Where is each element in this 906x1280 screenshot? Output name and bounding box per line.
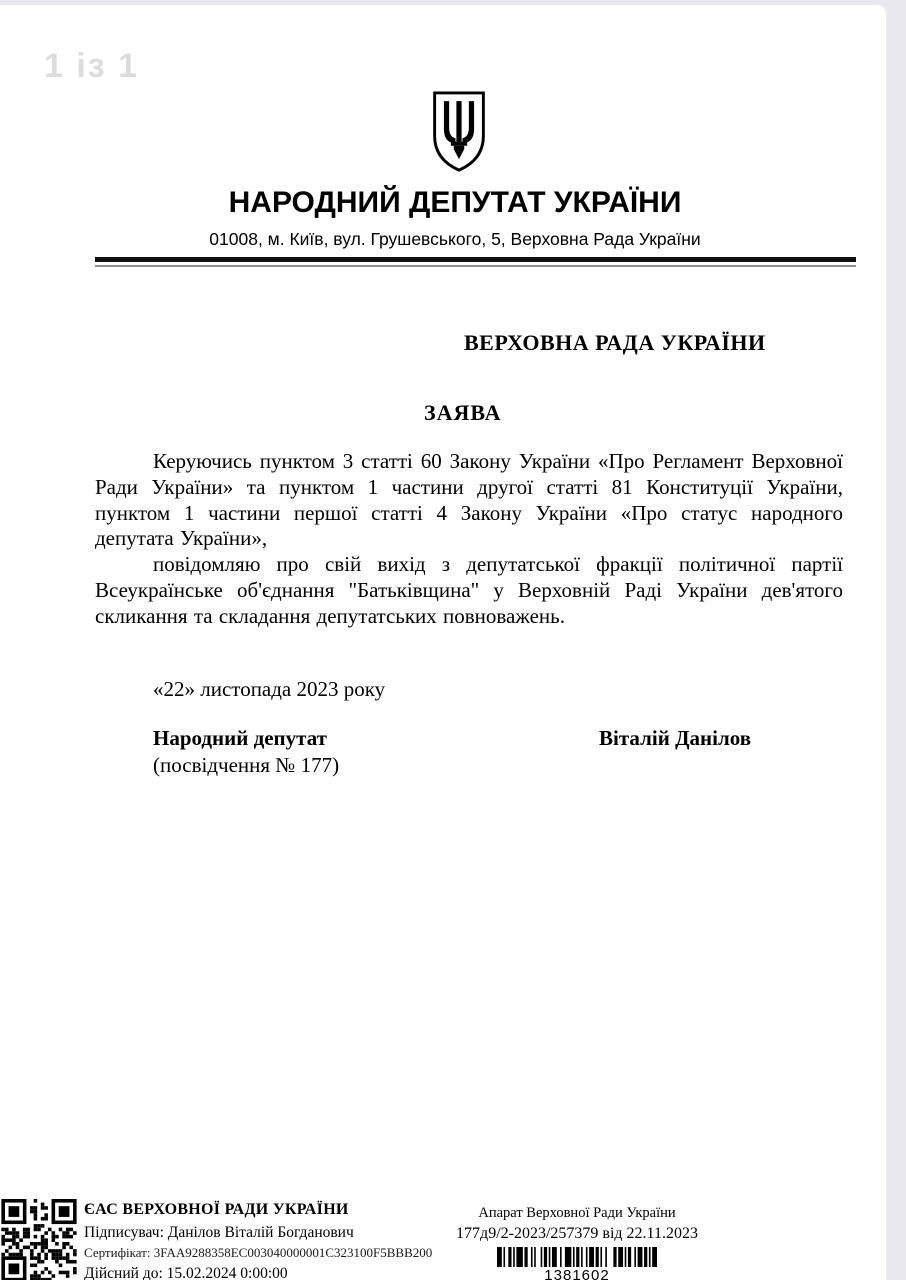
registration-stamp [452, 1205, 702, 1280]
body-paragraph: повідомляю про свій вихід з депутатської фракції політичної партії Всеукраїнське об'єднання "Батьківщина" у Верховній Раді України дев'ятого скликання та складання депутатських повноважень. [95, 552, 843, 628]
signature-position: Народний депутат [153, 726, 327, 750]
esignature-block [84, 1201, 464, 1280]
letterhead-title: НАРОДНИЙ ДЕПУТАТ УКРАЇНИ [228, 186, 682, 219]
esignature-validity: Дійсний до: 15.02.2024 0:00:00 [84, 1265, 288, 1280]
divider-thick-line [95, 257, 856, 262]
body-paragraph: Керуючись пунктом 3 статті 60 Закону України «Про Регламент Верховної Ради України» та пунктом 1 частини другої статті 81 Конституції України, пунктом 1 частини першої статті 4 Закону України «Про статус народного депутата України», [95, 449, 843, 551]
viewer-background-gutter [886, 0, 906, 1280]
barcode [497, 1247, 657, 1267]
letterhead-address: 01008, м. Київ, вул. Грушевського, 5, Верховна Рада України [209, 229, 701, 249]
page-indicator: 1 із 1 [44, 47, 140, 85]
document-body [95, 449, 843, 630]
date-line: «22» листопада 2023 року [153, 677, 386, 701]
esignature-certificate: Сертифікат: 3FAA9288358EC003040000001C323100F5BBB200 [84, 1245, 433, 1260]
qr-code [1, 1199, 77, 1280]
esignature-signer: Підписувач: Данілов Віталій Богданович [84, 1224, 354, 1241]
document-page [0, 5, 886, 1280]
addressee-title: ВЕРХОВНА РАДА УКРАЇНИ [464, 330, 766, 355]
divider-thin-line [95, 265, 856, 267]
stamp-registration-number: 177д9/2-2023/257379 від 22.11.2023 [456, 1225, 698, 1242]
document-title: ЗАЯВА [424, 400, 502, 425]
letterhead-divider [95, 257, 856, 267]
stamp-office: Апарат Верховної Ради України [478, 1205, 676, 1221]
signature-name: Віталій Данілов [599, 726, 752, 750]
ukraine-trident-emblem-icon [430, 89, 488, 177]
esignature-system-name: ЄАС ВЕРХОВНОЇ РАДИ УКРАЇНИ [84, 1201, 349, 1218]
signature-credential: (посвідчення № 177) [153, 753, 340, 777]
barcode-number: 1381602 [544, 1267, 610, 1280]
